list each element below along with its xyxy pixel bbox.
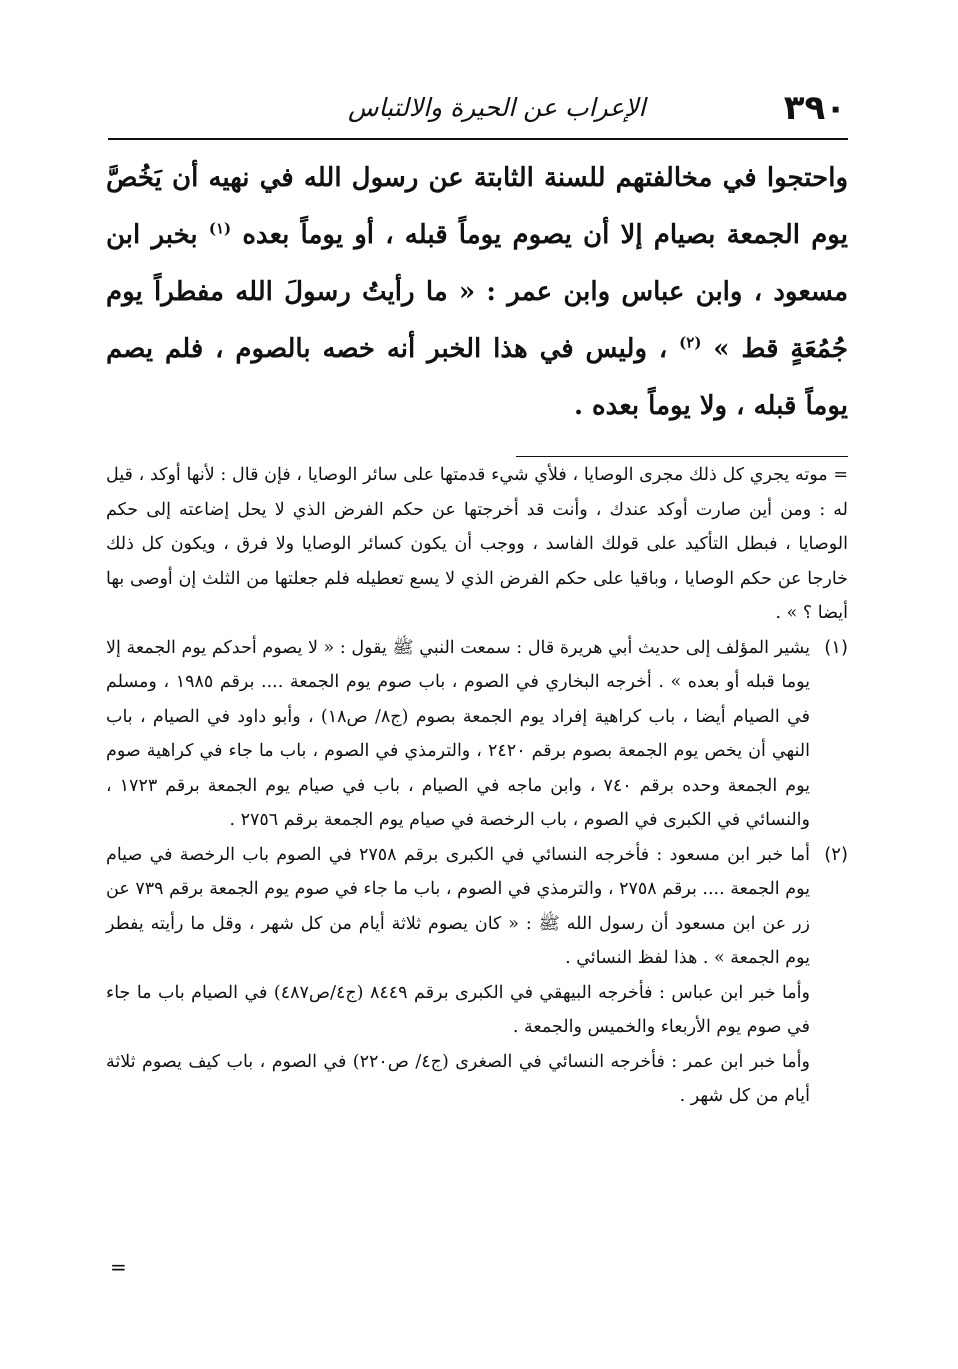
continuation-mark: = bbox=[110, 1255, 127, 1279]
running-title: الإعراب عن الحيرة والالتباس bbox=[348, 93, 646, 122]
footnote-1 bbox=[106, 631, 848, 838]
footnote-2-text: أما خبر ابن مسعود : فأخرجه النسائي في الكبرى برقم ٢٧٥٨ في الصوم باب الرخصة في صيام يوم الجمعة .... برقم ٢٧٥٨ ، والترمذي في الصوم ، باب ما جاء في صوم يوم الجمعة برقم ٧٣٩ عن زر عن ابن مسعود أن رسول الله ﷺ : « كان يصوم ثلاثة أيام من كل شهر ، وقل ما رأيته يفطر يوم الجمعة » . هذا لفظ النسائي . bbox=[106, 844, 810, 968]
main-paragraph-part-1: واحتجوا في مخالفتهم للسنة الثابتة عن رسول الله في نهيه أن يَخُصَّ يوم الجمعة بصيام إلا أن يصوم يوماً قبله ، أو يوماً بعده bbox=[106, 163, 848, 250]
footnote-1-text: يشير المؤلف إلى حديث أبي هريرة قال : سمعت النبي ﷺ يقول : « لا يصوم أحدكم يوم الجمعة إلا يوما قبله أو بعده » . أخرجه البخاري في الصوم ، باب صوم يوم الجمعة .... برقم ١٩٨٥ ، ومسلم في الصيام أيضا ، باب كراهية إفراد يوم الجمعة بصوم (ج٨/ ص١٨) ، وأبو داود في الصيام ، باب النهي أن يخص يوم الجمعة بصوم برقم ٢٤٢٠ ، والترمذي في الصوم ، باب ما جاء في كراهية صوم يوم الجمعة وحده برقم ٧٤٠ ، وابن ماجه في الصيام ، باب في صيام يوم الجمعة برقم ١٧٢٣ ، والنسائي في الكبرى في الصوم ، باب الرخصة في صيام يوم الجمعة برقم ٢٧٥٦ . bbox=[106, 637, 810, 830]
page-header bbox=[108, 82, 846, 130]
footnote-2-text-ibn-abbas: وأما خبر ابن عباس : فأخرجه البيهقي في الكبرى برقم ٨٤٤٩ (ج٤/ص٤٨٧) في الصيام باب ما جاء في صوم يوم الأربعاء والخميس والجمعة . bbox=[106, 982, 810, 1037]
main-text bbox=[106, 150, 848, 435]
main-paragraph-part-3: ، وليس في هذا الخبر أنه خصه بالصوم ، فلم يصم يوماً قبله ، ولا يوماً بعده . bbox=[106, 334, 848, 421]
footnote-ref-1: (١) bbox=[208, 219, 232, 238]
footnote-2-number: (٢) bbox=[824, 843, 848, 865]
footnote-1-number: (١) bbox=[824, 636, 848, 658]
main-paragraph bbox=[106, 150, 848, 435]
footnote-continuation: = موته يجري كل ذلك مجرى الوصايا ، فلأي شيء قدمتها على سائر الوصايا ، فإن قال : لأنها أوكد ، قيل له : ومن أين صارت أوكد عندك ، وأنت قد أخرجتها عن حكم الفرض الذي لا يحل إضاعته إلى حكم الوصايا ، فبطل التأكيد على قولك الفاسد ، ووجب أن يكون كسائر الوصايا ولا فرق ، ويكون كل ذلك خارجا عن حكم الوصايا ، وباقيا على حكم الفرض الذي لا يسع تعطيله فلم جعلتها من الثلث إن أوصى بها أيضا ؟ » . bbox=[106, 465, 848, 623]
footnote-2 bbox=[106, 838, 848, 1114]
footnotes bbox=[106, 458, 848, 1114]
footnote-ref-2: (٢) bbox=[679, 333, 702, 352]
header-rule bbox=[108, 138, 848, 140]
footnote-rule bbox=[516, 456, 848, 457]
footnote-2-text-ibn-umar: وأما خبر ابن عمر : فأخرجه النسائي في الصغرى (ج٤/ ص٢٢٠) في الصوم ، باب كيف يصوم ثلاثة أيام من كل شهر . bbox=[106, 1051, 810, 1106]
main-paragraph-part-2: بخبر ابن مسعود ، وابن عباس وابن عمر : « ما رأيتُ رسولَ الله مفطراً يوم جُمُعَةٍ قط » bbox=[106, 220, 848, 364]
page-number: ٣٩٠ bbox=[783, 88, 846, 128]
